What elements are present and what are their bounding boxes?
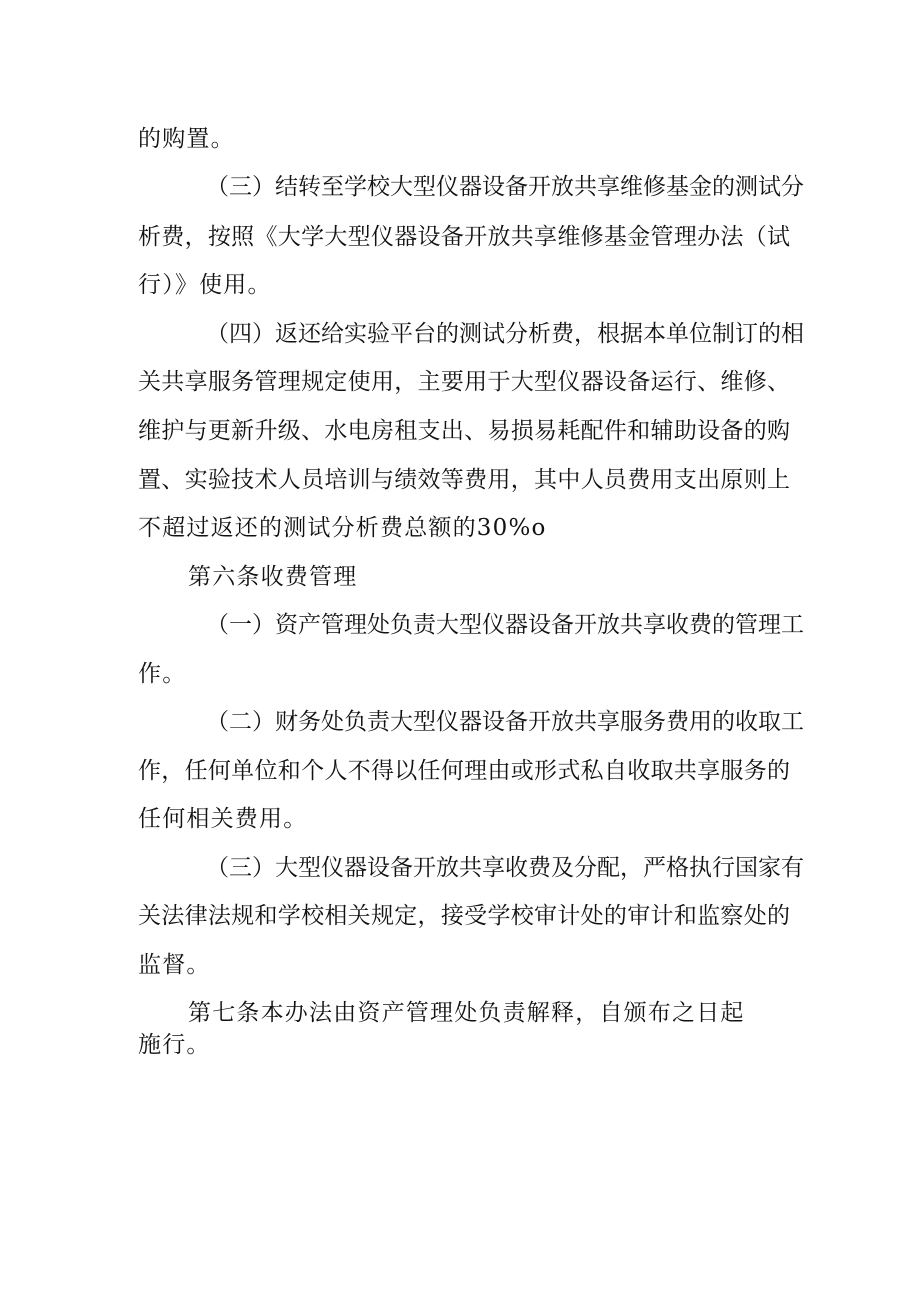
section-heading: 第六条收费管理 (188, 564, 358, 590)
paragraph-line: 任何相关费用。 (138, 806, 308, 832)
paragraph-line: 施行。 (138, 1032, 211, 1058)
paragraph-line: 作。 (138, 661, 187, 687)
paragraph-line: 行）》使用。 (138, 272, 272, 298)
paragraph-line: 的购置。 (138, 126, 235, 152)
paragraph-line: 置、实验技术人员培训与绩效等费用，其中人员费用支出原则上 (138, 467, 790, 493)
paragraph-line: （二）财务处负责大型仪器设备开放共享服务费用的收取工 (206, 709, 804, 735)
paragraph-line: 析费，按照《大学大型仪器设备开放共享维修基金管理办法（试 (138, 224, 790, 250)
paragraph-line: 作，任何单位和个人不得以任何理由或形式私自收取共享服务的 (138, 758, 790, 784)
paragraph-line: （三）结转至学校大型仪器设备开放共享维修基金的测试分 (206, 174, 804, 200)
paragraph-line: 关法律法规和学校相关规定，接受学校审计处的审计和监察处的 (138, 903, 790, 929)
section-heading: 第七条本办法由资产管理处负责解释，自颁布之日起 (188, 1000, 745, 1026)
paragraph-line: （四）返还给实验平台的测试分析费，根据本单位制订的相 (206, 321, 804, 347)
paragraph-line: 监督。 (138, 952, 211, 978)
paragraph-line: 不超过返还的测试分析费总额的30%o (138, 515, 547, 541)
paragraph-line: （一）资产管理处负责大型仪器设备开放共享收费的管理工 (206, 612, 804, 638)
paragraph-line: （三）大型仪器设备开放共享收费及分配，严格执行国家有 (206, 855, 804, 881)
paragraph-line: 关共享服务管理规定使用，主要用于大型仪器设备运行、维修、 (138, 369, 790, 395)
paragraph-line: 维护与更新升级、水电房租支出、易损易耗配件和辅助设备的购 (138, 418, 790, 444)
